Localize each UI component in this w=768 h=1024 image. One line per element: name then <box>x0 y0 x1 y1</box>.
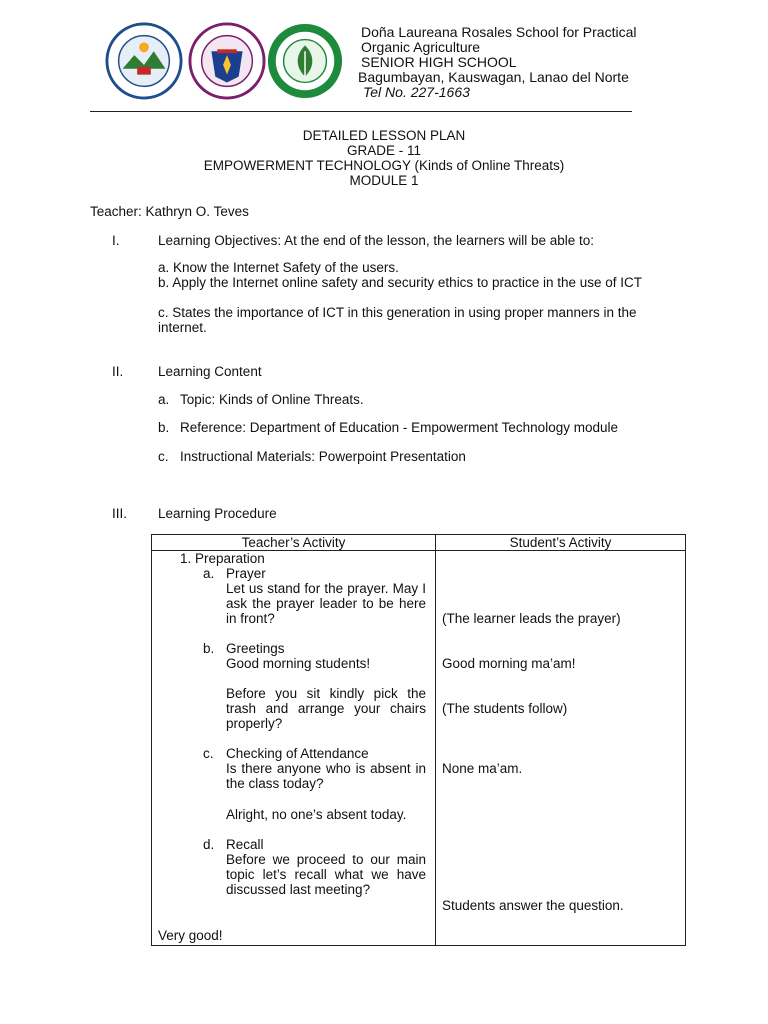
doc-subject: EMPOWERMENT TECHNOLOGY (Kinds of Online Threats) <box>203 158 565 173</box>
step-c-text-1: Is there anyone who is absent in the class today? <box>226 761 426 791</box>
section-1-title: Learning Objectives: <box>158 233 282 248</box>
step-b-text-2: Before you sit kindly pick the trash and arrange your chairs properly? <box>226 686 426 731</box>
step-b-text-1: Good morning students! <box>226 656 371 671</box>
school-phone: Tel No. 227-1663 <box>363 84 470 100</box>
student-response-2: Good morning ma’am! <box>442 656 576 671</box>
step-d-title: Recall <box>226 837 264 852</box>
student-response-3: (The students follow) <box>442 701 568 716</box>
step-a-label: a. <box>203 566 215 581</box>
step-c-text-2: Alright, no one’s absent today. <box>226 807 407 822</box>
content-topic <box>158 392 364 407</box>
content-reference-text: Reference: Department of Education - Empowerment Technology module <box>180 420 618 435</box>
section-3-number: III. <box>112 506 128 521</box>
step-d-label: d. <box>203 837 215 852</box>
school-seal-icon <box>266 22 344 100</box>
table-row <box>152 551 686 946</box>
teacher-activity-cell <box>152 551 436 946</box>
content-materials-text: Instructional Materials: Powerpoint Presentation <box>180 449 466 464</box>
content-reference <box>158 420 618 435</box>
step-d-text: Before we proceed to our main topic let’s recall what we have discussed last meeting? <box>226 852 426 897</box>
content-topic-label: a. <box>158 392 170 407</box>
section-1-heading <box>158 233 594 248</box>
student-response-4: None ma’am. <box>442 761 523 776</box>
student-activity-cell <box>436 551 686 946</box>
step-a-text: Let us stand for the prayer. May I ask the prayer leader to be here in front? <box>226 581 426 626</box>
section-3-heading: Learning Procedure <box>158 506 277 521</box>
closing-remark: Very good! <box>158 928 223 943</box>
step-b-label: b. <box>203 641 215 656</box>
student-activity-header: Student’s Activity <box>436 535 686 551</box>
content-topic-text: Topic: Kinds of Online Threats. <box>180 392 364 407</box>
doc-module: MODULE 1 <box>349 173 419 188</box>
objective-b: b. Apply the Internet online safety and security ethics to practice in the use of ICT <box>158 275 643 290</box>
section-1-number: I. <box>112 233 120 248</box>
doc-title: DETAILED LESSON PLAN <box>302 128 466 143</box>
content-materials <box>158 449 466 464</box>
school-level: SENIOR HIGH SCHOOL <box>361 54 517 70</box>
objective-a: a. Know the Internet Safety of the users. <box>158 260 399 275</box>
doc-grade: GRADE - 11 <box>346 143 422 158</box>
content-materials-label: c. <box>158 449 169 464</box>
school-address: Bagumbayan, Kauswagan, Lanao del Norte <box>358 69 629 85</box>
step-preparation: 1. Preparation <box>180 551 265 566</box>
content-reference-label: b. <box>158 420 170 435</box>
teacher-name: Teacher: Kathryn O. Teves <box>90 204 249 219</box>
school-name-line-1: Doña Laureana Rosales School for Practical <box>361 24 637 40</box>
section-2-number: II. <box>112 364 124 379</box>
school-name-line-2: Organic Agriculture <box>361 39 481 55</box>
step-c-label: c. <box>203 746 214 761</box>
section-2-heading: Learning Content <box>158 364 262 379</box>
student-response-5: Students answer the question. <box>442 898 624 913</box>
municipality-seal-icon <box>105 22 183 100</box>
step-b-title: Greetings <box>226 641 285 656</box>
deped-seal-icon <box>188 22 266 100</box>
table-header-row <box>152 535 686 551</box>
objective-c: c. States the importance of ICT in this generation in using proper manners in the internet. <box>158 305 637 335</box>
procedure-table <box>151 534 686 946</box>
step-c-title: Checking of Attendance <box>226 746 369 761</box>
student-response-1: (The learner leads the prayer) <box>442 611 621 626</box>
step-a-title: Prayer <box>226 566 266 581</box>
teacher-activity-header: Teacher’s Activity <box>152 535 436 551</box>
section-1-intro: At the end of the lesson, the learners will be able to: <box>281 233 595 248</box>
header-divider <box>90 111 632 112</box>
